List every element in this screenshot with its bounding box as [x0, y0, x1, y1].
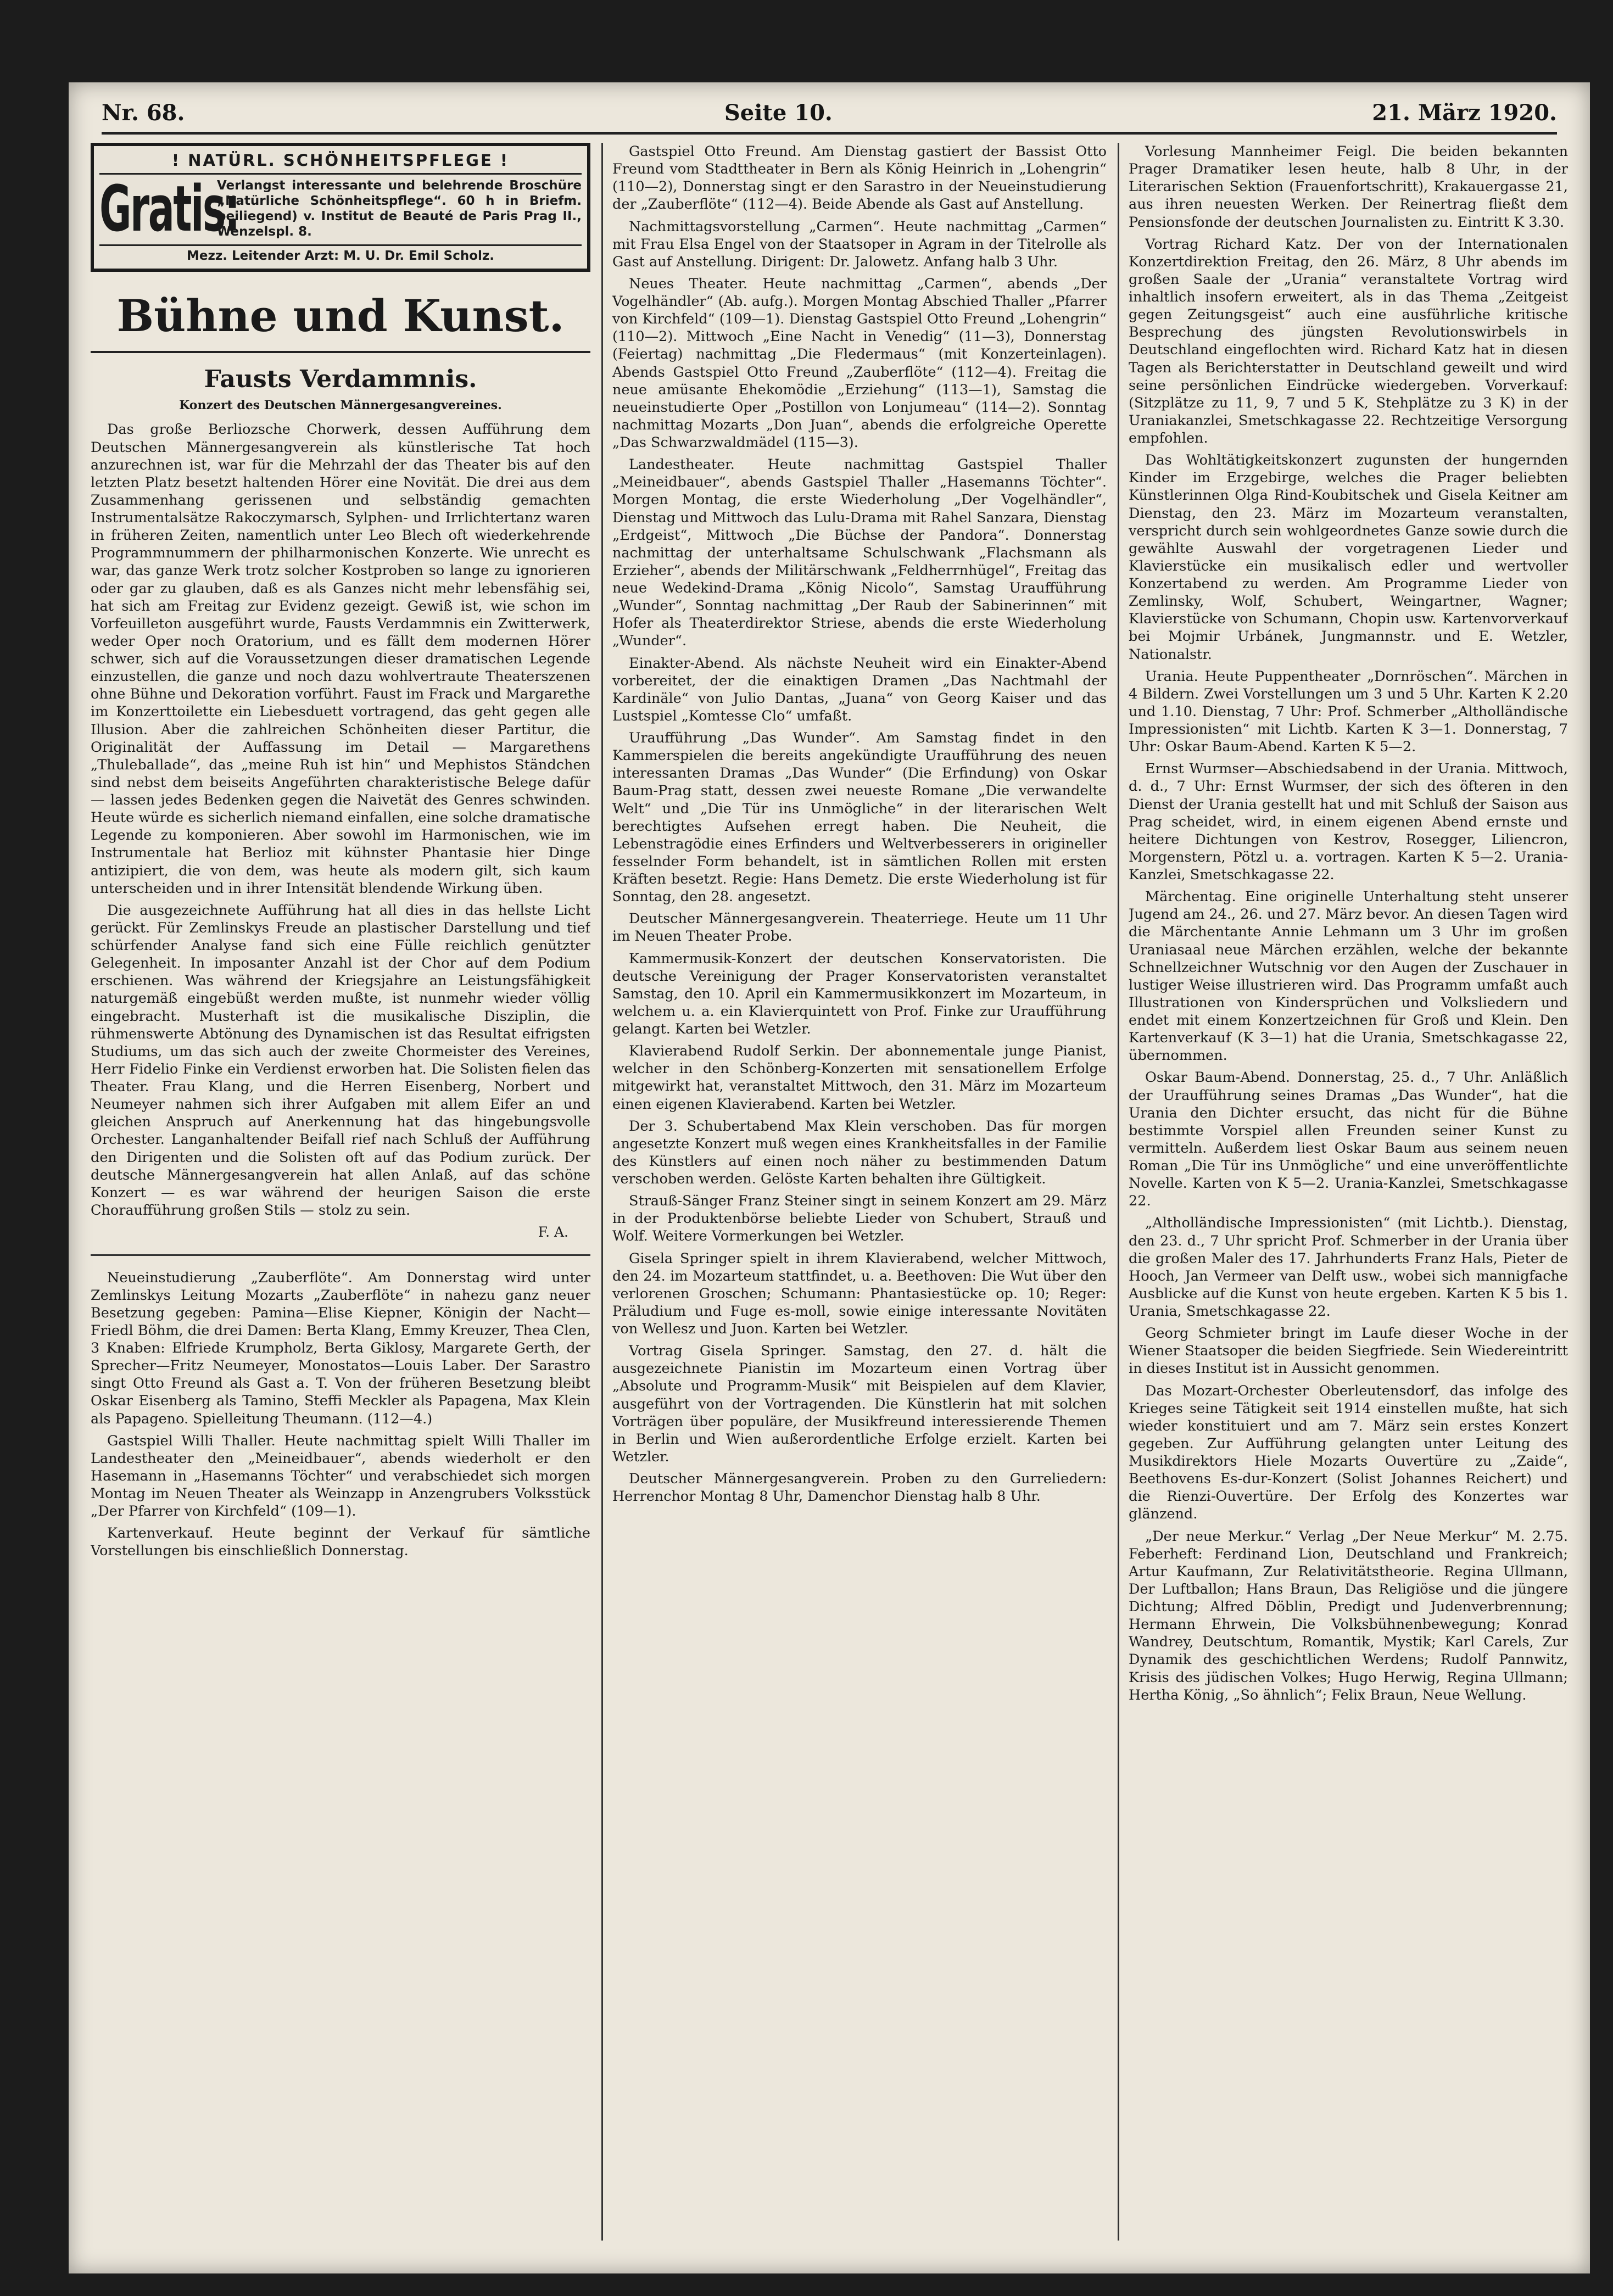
- notice-paragraph: Das Mozart-Orchester Oberleutensdorf, das infolge des Krieges seine Tätigkeit seit 1914 einstellen mußte, hat sich wieder konstituiert und am 7. März sein erstes Konzert gegeben. Zur Aufführung gelangten unter Leitung des Musikdirektors Hiele Mozarts Ouvertüre zu „Zaide“, Beethovens Es-dur-Konzert (Solist Johannes Reichert) und die Rienzi-Ouvertüre. Der Erfolg des Konzertes war glänzend.: [1129, 1382, 1568, 1523]
- column-rule: [601, 143, 603, 2241]
- notice-paragraph: Ernst Wurmser—Abschiedsabend in der Urania. Mittwoch, d. d., 7 Uhr: Ernst Wurmser, der sich des öfteren in den Dienst der Urania gestellt hat und mit Schluß der Saison aus Prag scheidet, wird, in einem eigenen Abend ernste und heitere Dichtungen von Kestrov, Rosegger, Liliencron, Morgenstern, Pötzl u. a. vortragen. Karten K 5—2. Urania-Kanzlei, Smetschkagasse 22.: [1129, 761, 1568, 883]
- divider: [91, 1254, 590, 1256]
- column-rule: [1118, 143, 1119, 2241]
- notice-paragraph: Urania. Heute Puppentheater „Dornröschen“. Märchen in 4 Bildern. Zwei Vorstellungen um 3 und 5 Uhr. Karten K 2.20 und 1.10. Dienstag, 7 Uhr: Prof. Schmerber „Altholländische Impressionisten“ mit Lichtb. Karten K 3—1. Donnerstag, 7 Uhr: Oskar Baum-Abend. Karten K 5—2.: [1129, 668, 1568, 756]
- article-paragraph: Die ausgezeichnete Aufführung hat all dies in das hellste Licht gerückt. Für Zemlinskys Freude an plastischer Darstellung und tief schürfender Analyse fand sich eine Fülle reichlich genützter Gelegenheit. In imposanter Anzahl ist der Chor auf dem Podium erschienen. Was während der Kriegsjahre an Leistungsfähigkeit naturgemäß eingebüßt werden mußte, ist nunmehr wieder völlig eingebracht. Musterhaft ist die musikalische Disziplin, die rühmenswerte Abtönung des Dynamischen ist das Resultat eifrigsten Studiums, um das sich auch der zweite Chormeister des Vereines, Herr Fidelio Finke ein Verdienst erworben hat. Die Solisten fielen das Theater. Frau Klang, und die Herren Eisenberg, Norbert und Neumeyer nahmen sich ihrer Aufgaben mit allem Eifer an und gleichen Anspruch auf Anerkennung hat das hingebungsvolle Orchester. Langanhaltender Beifall rief nach Schluß der Aufführung den Dirigenten und die Solisten oft auf das Podium zurück. Der deutsche Männergesangverein hat allen Anlaß, auf das schöne Konzert — es war während der heurigen Saison die erste Choraufführung großen Stils — stolz zu sein.: [91, 902, 590, 1219]
- notice-paragraph: Deutscher Männergesangverein. Theaterriege. Heute um 11 Uhr im Neuen Theater Probe.: [612, 910, 1107, 945]
- notice-paragraph: Der 3. Schubertabend Max Klein verschoben. Das für morgen angesetzte Konzert muß wegen eines Krankheitsfalles in der Familie des Künstlers auf einen noch näher zu bestimmenden Datum verschoben werden. Gelöste Karten behalten ihre Gültigkeit.: [612, 1118, 1107, 1187]
- notice-paragraph: Oskar Baum-Abend. Donnerstag, 25. d., 7 Uhr. Anläßlich der Uraufführung seines Dramas „Das Wunder“, hat die Urania den Dichter ersucht, das nicht für die Bühne bestimmte Vorspiel allen Freunden seiner Kunst zu vermitteln. Außerdem liest Oskar Baum aus seinem neuen Roman „Die Tür ins Unmögliche“ und eine unveröffentlichte Novelle. Karten von K 5—2. Urania-Kanzlei, Smetschkagasse 22.: [1129, 1069, 1568, 1210]
- section-title: Bühne und Kunst.: [91, 288, 590, 354]
- column-2: [612, 143, 1107, 2241]
- notice-paragraph: Neues Theater. Heute nachmittag „Carmen“, abends „Der Vogelhändler“ (Ab. aufg.). Morgen Montag Abschied Thaller „Pfarrer von Kirchfeld“ (109—1). Dienstag Gastspiel Otto Freund „Lohengrin“ (110—2). Mittwoch „Eine Nacht in Venedig“ (11—3), Donnerstag (Feiertag) nachmittag „Die Fledermaus“ (mit Konzerteinlagen). Abends Gastspiel Otto Freund „Zauberflöte“ (112—4). Freitag die neue amüsante Ehekomödie „Erziehung“ (113—1), Samstag die neueinstudierte Oper „Postillon von Lonjumeau“ (114—2). Sonntag nachmittag Mozarts „Don Juan“, abends die erfolgreiche Operette „Das Schwarzwaldmädel (115—3).: [612, 275, 1107, 451]
- notice-paragraph: Neueinstudierung „Zauberflöte“. Am Donnerstag wird unter Zemlinskys Leitung Mozarts „Zauberflöte“ in nahezu ganz neuer Besetzung gegeben: Pamina—Elise Kiepner, Königin der Nacht—Friedl Böhm, die drei Damen: Berta Klang, Emmy Kreuzer, Thea Clen, 3 Knaben: Elfriede Krumpholz, Berta Giklosy, Margarete Gerth, der Sprecher—Fritz Neumeyer, Monostatos—Louis Laber. Der Sarastro singt Otto Freund als Gast a. T. Von der früheren Besetzung bleibt Oskar Eisenberg als Tamino, Steffi Meckler als Papagena, Max Klein als Papageno. Spielleitung Theumann. (112—4.): [91, 1269, 590, 1427]
- notice-paragraph: Klavierabend Rudolf Serkin. Der abonnementale junge Pianist, welcher in den Schönberg-Konzerten mit sensationellem Erfolge mitgewirkt hat, veranstaltet Mittwoch, den 31. März im Mozarteum einen eigenen Klavierabend. Karten bei Wetzler.: [612, 1043, 1107, 1113]
- ad-headline: ! NATÜRL. SCHÖNHEITSPFLEGE !: [99, 150, 582, 175]
- notice-paragraph: Vorlesung Mannheimer Feigl. Die beiden bekannten Prager Dramatiker lesen heute, halb 8 Uhr, in der Literarischen Sektion (Frauenfortschritt), Krakauergasse 21, aus ihren neuesten Werken. Der Reinertrag fließt dem Pensionsfonde der deutschen Journalisten zu. Eintritt K 3.30.: [1129, 143, 1568, 231]
- column-3: [1129, 143, 1568, 2241]
- ad-body: [99, 172, 582, 246]
- notice-paragraph: Strauß-Sänger Franz Steiner singt in seinem Konzert am 29. März in der Produktenbörse beliebte Lieder von Schubert, Strauß und Wolf. Weitere Vormerkungen bei Wetzler.: [612, 1193, 1107, 1245]
- article-paragraph: Das große Berliozsche Chorwerk, dessen Aufführung dem Deutschen Männergesangverein als künstlerische Tat hoch anzurechnen ist, war für die Mehrzahl der das Theater bis auf den letzten Platz besetzt haltenden Hörer eine Novität. Die drei aus dem Zusammenhang gerissenen und selbständig gemachten Instrumentalsätze Rakoczymarsch, Sylphen- und Irrlichtertanz waren in früheren Zeiten, namentlich unter Leo Blech oft wiederkehrende Programmnummern der philharmonischen Konzerte. Wie unrecht es war, das ganze Werk trotz solcher Kostproben so lange zu ignorieren oder gar zu glauben, daß es als Ganzes nicht mehr lebensfähig sei, hat sich am Freitag zur Evidenz gezeigt. Gewiß ist, wie schon im Vorfeuilleton ausgeführt wurde, Fausts Verdammnis ein Zwitterwerk, weder Oper noch Oratorium, und es fällt dem modernen Hörer schwer, sich auf die Voraussetzungen dieser dramatischen Legende einzustellen, die ganze und noch dazu wohlvertraute Theaterszenen ohne Bühne und Dekoration vorführt. Faust im Frack und Margarethe im Konzerttoilette ein Liebesduett vortragend, das geht gegen alle Illusion. Aber die zahlreichen Schönheiten dieser Partitur, die Originalität der Auffassung im Detail — Margarethens „Thuleballade“, das „meine Ruh ist hin“ und Mephistos Ständchen sind nebst dem beiseits Angeführten charakteristische Belege dafür — lassen jedes Bedenken gegen die Naivetät des Genres schwinden. Heute würde es sicherlich niemand einfallen, eine solche dramatische Legende zu komponieren. Aber sowohl im Harmonischen, wie im Instrumentale hat Berlioz mit kühnster Phantasie hier Dinge antizipiert, die von dem, was heute als modern gilt, sich kaum unterscheiden und in ihrer Intensität blendende Wirkung üben.: [91, 421, 590, 897]
- notice-paragraph: Das Wohltätigkeitskonzert zugunsten der hungernden Kinder im Erzgebirge, welches die Prager beliebten Künstlerinnen Olga Rind-Koubitschek und Gisela Keitner am Dienstag, den 23. März im Mozarteum veranstalten, verspricht durch sein wohlgeordnetes Ganze sowie durch die gewählte Auswahl der vorgetragenen Lieder und Klavierstücke ein musikalisch edler und wertvoller Konzertabend zu werden. Am Programme Lieder von Zemlinsky, Wolf, Schubert, Weingartner, Wagner; Klavierstücke von Schumann, Chopin usw. Kartenvorverkauf bei Mojmir Urbánek, Jungmannstr. und E. Wetzler, Nationalstr.: [1129, 452, 1568, 663]
- ad-text: Verlangst interessante und belehrende Broschüre „Natürliche Schönheitspflege“. 60 h in Briefm. beiliegend) v. Institut de Beauté de Paris Prag II., Wenzelspl. 8.: [217, 178, 582, 239]
- notice-paragraph: Einakter-Abend. Als nächste Neuheit wird ein Einakter-Abend vorbereitet, der die einaktigen Dramen „Das Nachtmahl der Kardinäle“ von Julio Dantas, „Juana“ von Georg Kaiser und das Lustspiel „Komtesse Clo“ umfaßt.: [612, 655, 1107, 724]
- newspaper-page: [69, 82, 1590, 2273]
- notice-paragraph: Gisela Springer spielt in ihrem Klavierabend, welcher Mittwoch, den 24. im Mozarteum stattfindet, u. a. Beethoven: Die Wut über den verlorenen Groschen; Schumann: Phantasiestücke op. 10; Reger: Präludium und Fuge es-moll, sowie einige interessante Novitäten von Wellesz und Juon. Karten bei Wetzler.: [612, 1250, 1107, 1337]
- article-title: Fausts Verdammnis.: [204, 365, 477, 394]
- page-header: [102, 93, 1557, 135]
- column-1: [91, 143, 590, 2241]
- notice-paragraph: Gastspiel Otto Freund. Am Dienstag gastiert der Bassist Otto Freund vom Stadttheater in Bern als König Heinrich in „Lohengrin“ (110—2), Donnerstag singt er den Sarastro in der Neueinstudierung der „Zauberflöte“ (112—4). Beide Abende als Gast auf Anstellung.: [612, 143, 1107, 213]
- article-subtitle: Konzert des Deutschen Männergesangvereines.: [179, 398, 502, 412]
- notice-paragraph: Vortrag Richard Katz. Der von der Internationalen Konzertdirektion Freitag, den 26. März, 8 Uhr abends im großen Saale der „Urania“ veranstaltete Vortrag wird inhaltlich insofern erweitert, als in das Thema „Zeitgeist gegen Zeitungsgeist“ auch eine ausführliche kritische Besprechung des jüngsten Revolutionswirbels in Deutschland eingeflochten wird. Richard Katz hat in diesen Tagen als Berichterstatter in Deutschland geweilt und wird seine persönlichen Eindrücke wiedergeben. Vorverkauf: (Sitzplätze zu 11, 9, 7 und 5 K, Stehplätze zu 3 K) in der Uraniakanzlei, Smetschkagasse 22. Rechtzeitige Versorgung empfohlen.: [1129, 236, 1568, 446]
- notice-paragraph: „Altholländische Impressionisten“ (mit Lichtb.). Dienstag, den 23. d., 7 Uhr spricht Prof. Schmerber in der Urania über die großen Maler des 17. Jahrhunderts Franz Hals, Pieter de Hooch, Jan Vermeer van Delft usw., wobei sich mannigfache Ausblicke auf die Kunst von heute ergeben. Karten K 5 bis 1. Urania, Smetschkagasse 22.: [1129, 1215, 1568, 1320]
- notice-paragraph: Deutscher Männergesangverein. Proben zu den Gurreliedern: Herrenchor Montag 8 Uhr, Damenchor Dienstag halb 8 Uhr.: [612, 1471, 1107, 1505]
- ad-footer: Mezz. Leitender Arzt: M. U. Dr. Emil Scholz.: [99, 244, 582, 264]
- notice-paragraph: Märchentag. Eine originelle Unterhaltung steht unserer Jugend am 24., 26. und 27. März bevor. An diesen Tagen wird die Märchentante Annie Lehmann um 3 Uhr im großen Uraniasaal neue Märchen erzählen, welche der bekannte Schnellzeichner Wutschnig vor den Augen der Zuschauer in lustiger Weise illustrieren wird. Das Programm umfaßt auch Illustrationen von Kindersprüchen und Volksliedern und endet mit einem Konzertzeichnen für Groß und Klein. Den Kartenverkauf (K 3—1) hat die Urania, Smetschkagasse 22, übernommen.: [1129, 889, 1568, 1064]
- notice-paragraph: „Der neue Merkur.“ Verlag „Der Neue Merkur“ M. 2.75. Feberheft: Ferdinand Lion, Deutschland und Frankreich; Artur Kaufmann, Zur Relativitätstheorie. Regina Ullmann, Der Luftballon; Hans Braun, Das Religiöse und die jüngere Dichtung; Alfred Döblin, Predigt und Judenverbrennung; Hermann Ehrwein, Die Volksbühnenbewegung; Konrad Wandrey, Deutschtum, Romantik, Mystik; Karl Carels, Zur Dynamik des geschichtlichen Werdens; Rudolf Pannwitz, Krisis des jüdischen Volkes; Hugo Herwig, Regina Ullmann; Hertha König, „So ähnlich“; Felix Braun, Neue Wellung.: [1129, 1528, 1568, 1703]
- notice-paragraph: Landestheater. Heute nachmittag Gastspiel Thaller „Meineidbauer“, abends Gastspiel Thaller „Hasemanns Töchter“. Morgen Montag, die erste Wiederholung „Der Vogelhändler“, Dienstag und Mittwoch das Lulu-Drama mit Rahel Sanzara, Dienstag „Erdgeist“, Mittwoch „Die Büchse der Pandora“. Donnerstag nachmittag der unterhaltsame Schulschwank „Flachsmann als Erzieher“, abends der Militärschwank „Feldherrnhügel“, Freitag das neue Wedekind-Drama „König Nicolo“, Samstag Uraufführung „Wunder“, Sonntag nachmittag „Der Raub der Sabinerinnen“ mit Hofer als Theaterdirektor Striese, abends die erste Wiederholung „Wunder“.: [612, 456, 1107, 650]
- issue-date: 21. März 1920.: [1372, 99, 1557, 126]
- notice-paragraph: Kammermusik-Konzert der deutschen Konservatoristen. Die deutsche Vereinigung der Prager Konservatoristen veranstaltet Samstag, den 10. April ein Kammermusikkonzert im Mozarteum, in welchem u. a. ein Klavierquintett von Prof. Finke zur Uraufführung gelangt. Karten bei Wetzler.: [612, 950, 1107, 1037]
- notice-paragraph: Vortrag Gisela Springer. Samstag, den 27. d. hält die ausgezeichnete Pianistin im Mozarteum einen Vortrag über „Absolute und Programm-Musik“ mit Beispielen auf dem Klavier, ausgeführt von der Vortragenden. Die Künstlerin hat mit solchen Vorträgen über populäre, der Musikfreund interessierende Themen in Berlin und Wien außerordentliche Erfolge erzielt. Karten bei Wetzler.: [612, 1343, 1107, 1465]
- page-number: Seite 10.: [724, 99, 833, 126]
- issue-number: Nr. 68.: [102, 99, 185, 126]
- article-signature: F. A.: [538, 1224, 568, 1241]
- notice-paragraph: Nachmittagsvorstellung „Carmen“. Heute nachmittag „Carmen“ mit Frau Elsa Engel von der Staatsoper in Agram in der Titelrolle als Gast auf Anstellung. Dirigent: Dr. Jalowetz. Anfang halb 3 Uhr.: [612, 218, 1107, 270]
- notice-paragraph: Gastspiel Willi Thaller. Heute nachmittag spielt Willi Thaller im Landestheater den „Meineidbauer“, abends wiederholt er den Hasemann in „Hasemanns Töchter“ und verabschiedet sich morgen Montag im Neuen Theater als Weinzapp in Anzengrubers Volksstück „Der Pfarrer von Kirchfeld“ (109—1).: [91, 1432, 590, 1520]
- notice-paragraph: Kartenverkauf. Heute beginnt der Verkauf für sämtliche Vorstellungen bis einschließlich Donnerstag.: [91, 1525, 590, 1560]
- notice-paragraph: Uraufführung „Das Wunder“. Am Samstag findet in den Kammerspielen die bereits angekündigte Uraufführung des neuen interessanten Dramas „Das Wunder“ (Die Erfindung) von Oskar Baum-Prag statt, dessen zwei neueste Romane „Die verwandelte Welt“ und „Die Tür ins Unmögliche“ in der literarischen Welt berechtigtes Aufsehen erregt haben. Die Neuheit, die Lebenstragödie eines Erfinders und Weltverbesserers in origineller fesselnder Form behandelt, ist in sämtlichen Rollen mit ersten Kräften besetzt. Regie: Hans Demetz. Die erste Wiederholung ist für Sonntag, den 28. angesetzt.: [612, 730, 1107, 906]
- notice-paragraph: Georg Schmieter bringt im Laufe dieser Woche in der Wiener Staatsoper die beiden Siegfriede. Sein Wiedereintritt in dieses Institut ist in Aussicht genommen.: [1129, 1325, 1568, 1377]
- advertisement: [91, 143, 590, 272]
- ad-gratis: Gratis:: [99, 172, 239, 246]
